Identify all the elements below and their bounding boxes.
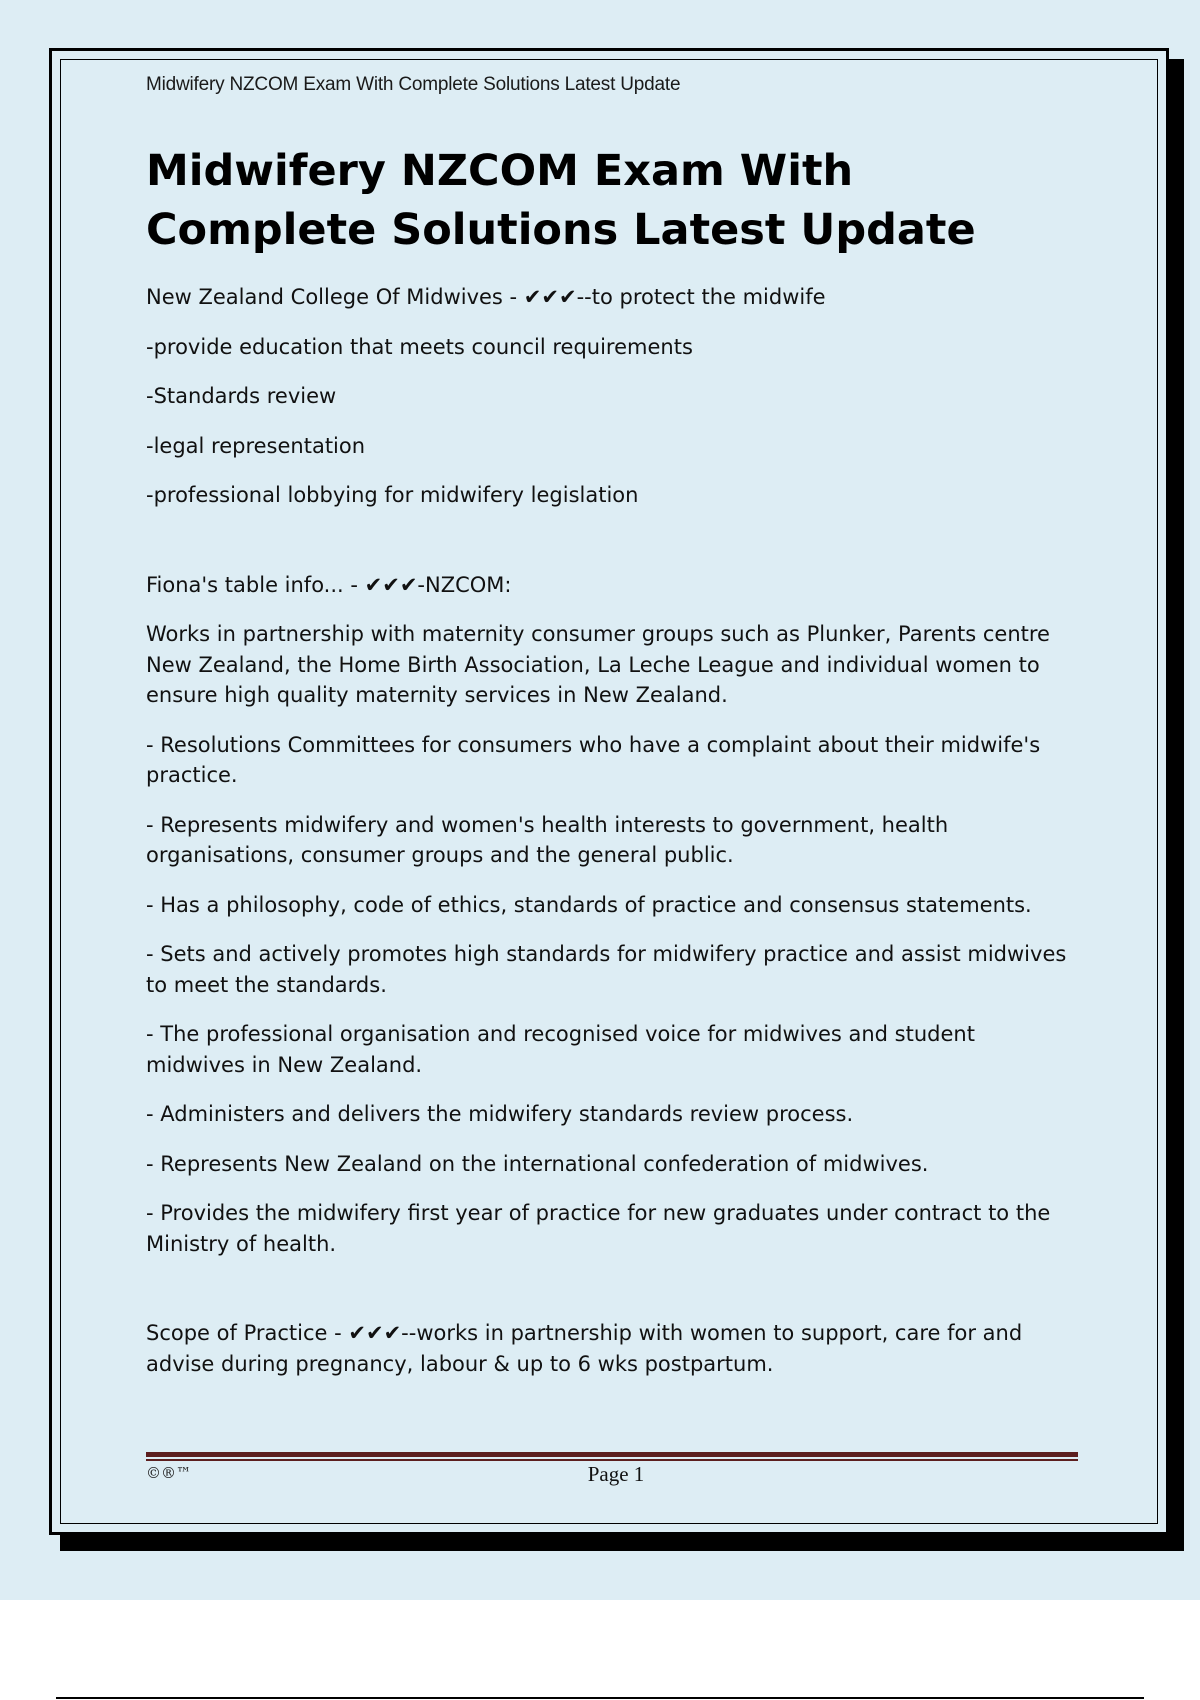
title-line-2: Complete Solutions Latest Update — [146, 205, 976, 255]
footer-symbols: ©®™ — [146, 1464, 191, 1482]
next-page-rule — [56, 1697, 1144, 1699]
fiona-item: - Represents New Zealand on the international confederation of midwives. — [146, 1151, 929, 1176]
footer-rule-thin — [146, 1459, 1078, 1461]
fiona-item: - Resolutions Committees for consumers who have a complaint about their midwife's practice. — [146, 732, 1041, 787]
fiona-question: Fiona's table info... - ✔✔✔-NZCOM: — [146, 572, 512, 597]
fiona-item: Works in partnership with maternity consumer groups such as Plunker, Parents centre New Zealand, the Home Birth Association, La Leche League and individual women to ensure high quality maternity services in New Zealand. — [146, 622, 1050, 707]
nzcom-item: -legal representation — [146, 433, 366, 458]
nzcom-item: -professional lobbying for midwifery legislation — [146, 483, 639, 507]
title-line-1: Midwifery NZCOM Exam With — [146, 146, 854, 196]
fiona-item: - Has a philosophy, code of ethics, standards of practice and consensus statements. — [146, 892, 1032, 917]
scope-question: Scope of Practice - ✔✔✔--works in partnership with women to support, care for and advise during pregnancy, labour & up to 6 wks postpartum. — [146, 1321, 1023, 1376]
section-spacer — [146, 1278, 1078, 1318]
nzcom-item: -provide education that meets council requirements — [146, 334, 693, 359]
fiona-item: - Represents midwifery and women's health interests to government, health organisations, consumer groups and the general public. — [146, 812, 949, 867]
fiona-item: - Provides the midwifery first year of practice for new graduates under contract to the Ministry of health. — [146, 1201, 1051, 1256]
document-title — [146, 142, 1078, 260]
fiona-item: - Sets and actively promotes high standards for midwifery practice and assist midwives to meet the standards. — [146, 942, 1067, 997]
nzcom-item: -Standards review — [146, 384, 337, 408]
page-number: Page 1 — [587, 1462, 645, 1486]
section-spacer — [146, 530, 1078, 570]
document-body — [146, 282, 1078, 1398]
nzcom-question: New Zealand College Of Midwives - ✔✔✔--to protect the midwife — [146, 285, 826, 309]
running-header: Midwifery NZCOM Exam With Complete Solutions Latest Update — [146, 74, 681, 95]
footer-rule — [146, 1452, 1078, 1457]
fiona-item: - The professional organisation and recognised voice for midwives and student midwives in New Zealand. — [146, 1022, 975, 1077]
fiona-item: - Administers and delivers the midwifery standards review process. — [146, 1102, 854, 1126]
